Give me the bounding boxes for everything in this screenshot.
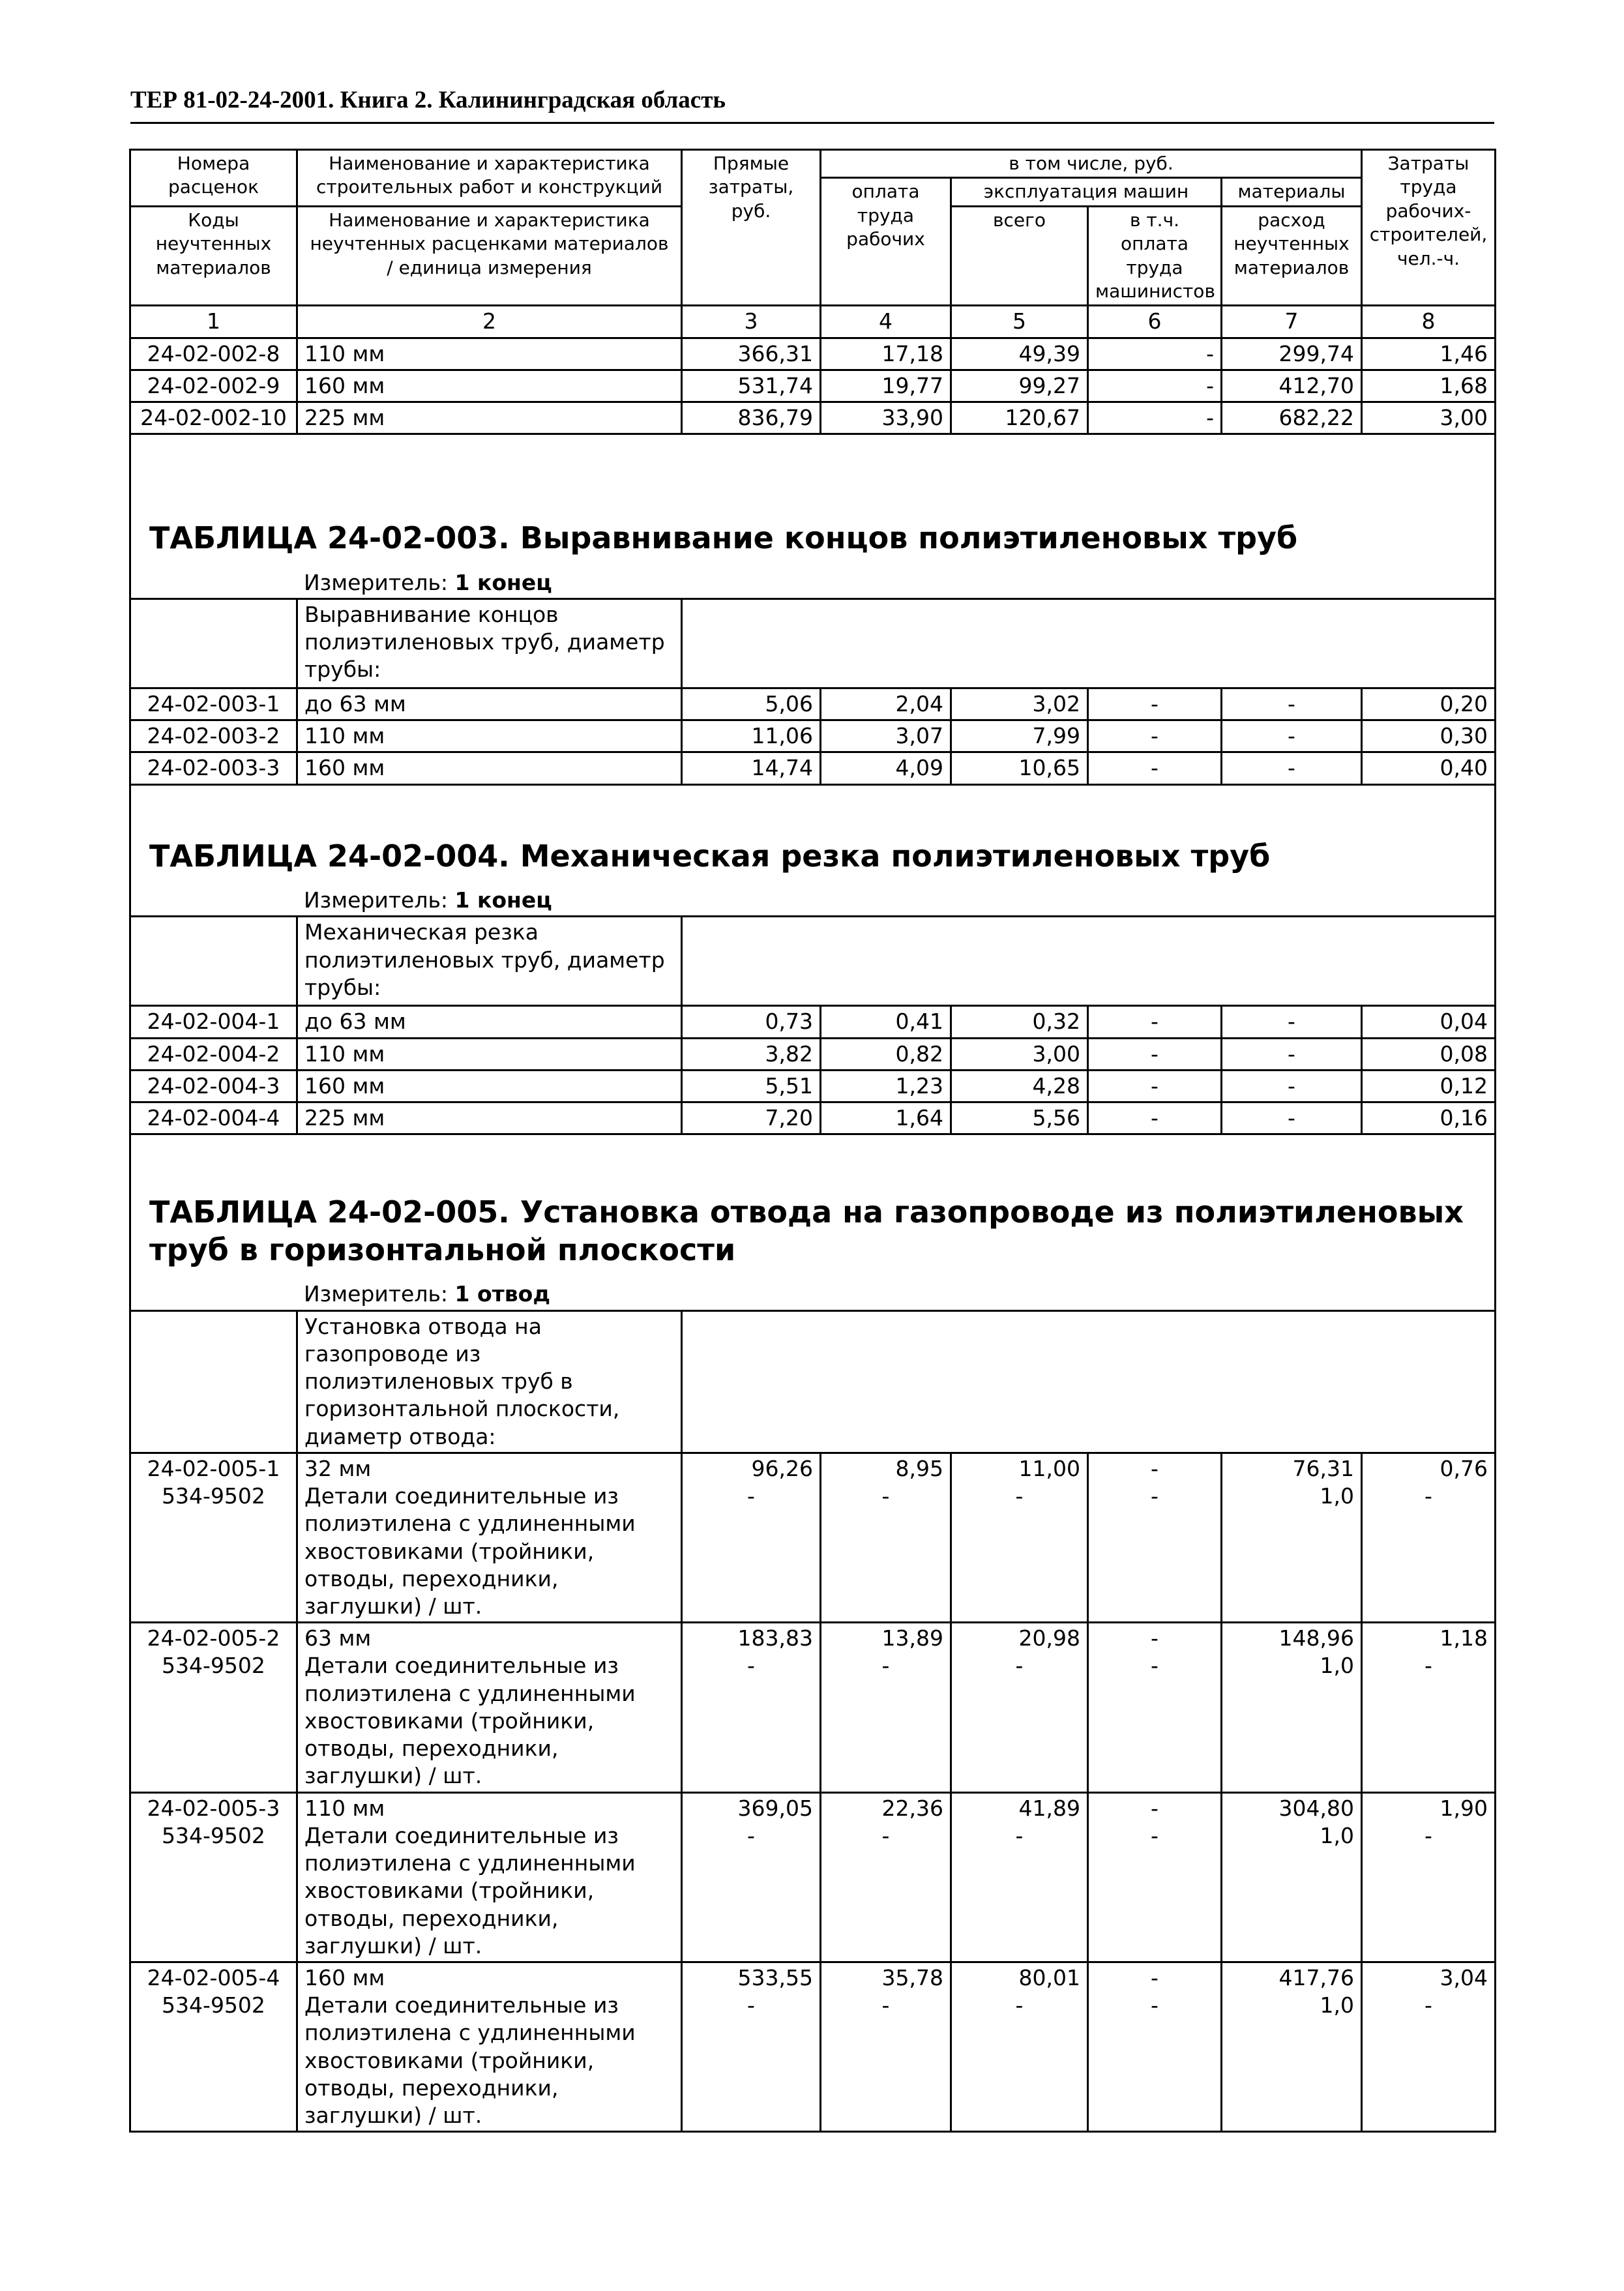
- meter-label: Измеритель:: [304, 1281, 449, 1307]
- rate-name: 110 мм: [297, 338, 682, 370]
- direct-cost: 7,20: [682, 1102, 821, 1134]
- machines-total: 7,99: [951, 720, 1088, 752]
- materials: 299,74: [1222, 338, 1362, 370]
- meter-value: 1 конец: [454, 569, 552, 595]
- wages: 19,77: [821, 370, 951, 402]
- material-consumption: 1,0: [1320, 1483, 1354, 1509]
- table-row: [130, 1006, 1496, 1038]
- col-direct-costs: Прямые затраты, руб.: [682, 150, 821, 306]
- table-row: [130, 1038, 1496, 1070]
- direct-cost: 14,74: [682, 752, 821, 784]
- machinist-wages: -: [1088, 1102, 1222, 1134]
- direct-cost: 11,06: [682, 720, 821, 752]
- table-row: [130, 720, 1496, 752]
- material-direct: -: [747, 1822, 755, 1848]
- section-t005: [130, 1134, 1496, 1310]
- machinist-wages: -: [1088, 1070, 1222, 1102]
- rate-code: 24-02-003-3: [130, 752, 297, 784]
- rate-name: 225 мм: [297, 402, 682, 434]
- material-name: Детали соединительные из полиэтилена с удлиненными хвостовиками (тройники, отводы, переходники, заглушки) / шт.: [304, 1992, 636, 2129]
- col-machinist-wages: в т.ч. оплата труда машинистов: [1088, 206, 1222, 306]
- wages: 17,18: [821, 338, 951, 370]
- rate-name: 32 мм: [304, 1455, 372, 1481]
- direct-cost: 3,82: [682, 1038, 821, 1070]
- material-direct: -: [747, 1992, 755, 2018]
- labor: 3,04: [1439, 1965, 1488, 1991]
- col-labor: Затраты труда рабочих-строителей, чел.-ч.: [1362, 150, 1496, 306]
- rate-code-block: [130, 1623, 297, 1792]
- machines-total: 49,39: [951, 338, 1088, 370]
- material-wages: -: [881, 1992, 890, 2018]
- rates-table: [129, 149, 1496, 2133]
- section-t003: [130, 434, 1496, 599]
- rate-code: 24-02-005-4: [147, 1965, 280, 1991]
- rate-code: 24-02-005-1: [147, 1455, 280, 1481]
- labor: 1,18: [1439, 1625, 1488, 1651]
- rate-name-block: [297, 1962, 682, 2132]
- machines-total: 120,67: [951, 402, 1088, 434]
- materials: 412,70: [1222, 370, 1362, 402]
- table-row: [130, 752, 1496, 784]
- material-machinist: -: [1151, 1822, 1159, 1848]
- material-name: Детали соединительные из полиэтилена с удлиненными хвостовиками (тройники, отводы, переходники, заглушки) / шт.: [304, 1483, 636, 1619]
- rate-code: 24-02-005-3: [147, 1795, 280, 1821]
- machines-total: 0,32: [951, 1006, 1088, 1038]
- materials: 76,31: [1292, 1455, 1354, 1481]
- rate-code: 24-02-004-1: [130, 1006, 297, 1038]
- rate-name-block: [297, 1792, 682, 1962]
- machinist-wages: -: [1088, 370, 1222, 402]
- wages: 1,23: [821, 1070, 951, 1102]
- machinist-wages: -: [1088, 1006, 1222, 1038]
- rate-name: до 63 мм: [297, 688, 682, 720]
- materials: 148,96: [1278, 1625, 1354, 1651]
- section-intro: Механическая резка полиэтиленовых труб, диаметр трубы:: [297, 917, 682, 1006]
- section-meter: [131, 1280, 1494, 1308]
- rate-name: 110 мм: [297, 1038, 682, 1070]
- machinist-wages: -: [1088, 720, 1222, 752]
- meter-value: 1 конец: [454, 887, 552, 913]
- material-direct: -: [747, 1483, 755, 1509]
- material-machines: -: [1015, 1992, 1024, 2018]
- wages: 22,36: [881, 1795, 943, 1821]
- material-machines: -: [1015, 1653, 1024, 1679]
- section-title: ТАБЛИЦА 24-02-003. Выравнивание концов полиэтиленовых труб: [149, 520, 1298, 556]
- rate-code: 24-02-003-1: [130, 688, 297, 720]
- table-row: [130, 1962, 1496, 2132]
- wages: 35,78: [881, 1965, 943, 1991]
- rate-name: 160 мм: [297, 752, 682, 784]
- materials: -: [1222, 1070, 1362, 1102]
- machinist-wages: -: [1088, 1038, 1222, 1070]
- material-name: Детали соединительные из полиэтилена с удлиненными хвостовиками (тройники, отводы, переходники, заглушки) / шт.: [304, 1822, 636, 1958]
- column-numbers-row: [130, 306, 1496, 338]
- labor: 0,76: [1439, 1455, 1488, 1481]
- table-row: [130, 1792, 1496, 1962]
- wages: 0,82: [821, 1038, 951, 1070]
- material-labor: -: [1425, 1822, 1432, 1848]
- wages: 33,90: [821, 402, 951, 434]
- labor: 0,04: [1362, 1006, 1496, 1038]
- labor: 0,30: [1362, 720, 1496, 752]
- materials: 682,22: [1222, 402, 1362, 434]
- rate-name: 225 мм: [297, 1102, 682, 1134]
- direct-cost: 183,83: [737, 1625, 813, 1651]
- machines-total: 3,00: [951, 1038, 1088, 1070]
- material-machinist: -: [1151, 1653, 1159, 1679]
- col-materials: материалы: [1222, 178, 1362, 206]
- table-row: [130, 1623, 1496, 1792]
- labor: 0,08: [1362, 1038, 1496, 1070]
- machinist-wages: -: [1151, 1625, 1159, 1651]
- rate-code-block: [130, 1962, 297, 2132]
- machines-total: 80,01: [1018, 1965, 1080, 1991]
- rate-code: 24-02-004-2: [130, 1038, 297, 1070]
- col-including: в том числе, руб.: [821, 150, 1362, 178]
- col-wages: оплата труда рабочих: [821, 178, 951, 306]
- rate-name: 160 мм: [297, 1070, 682, 1102]
- machines-total: 11,00: [1018, 1455, 1080, 1481]
- machines-total: 10,65: [951, 752, 1088, 784]
- wages: 4,09: [821, 752, 951, 784]
- direct-cost: 5,06: [682, 688, 821, 720]
- direct-cost: 0,73: [682, 1006, 821, 1038]
- machinist-wages: -: [1088, 688, 1222, 720]
- col-number: 5: [951, 306, 1088, 338]
- rate-name: до 63 мм: [297, 1006, 682, 1038]
- direct-cost: 531,74: [682, 370, 821, 402]
- col-machines-total: всего: [951, 206, 1088, 306]
- rate-name: 110 мм: [304, 1795, 385, 1821]
- section-t004: [130, 784, 1496, 917]
- rate-name: 110 мм: [297, 720, 682, 752]
- machinist-wages: -: [1088, 338, 1222, 370]
- direct-cost: 836,79: [682, 402, 821, 434]
- rate-name: 160 мм: [297, 370, 682, 402]
- wages: 13,89: [881, 1625, 943, 1651]
- labor: 0,20: [1362, 688, 1496, 720]
- materials: -: [1222, 1006, 1362, 1038]
- material-code: 534-9502: [162, 1653, 265, 1679]
- labor: 1,68: [1362, 370, 1496, 402]
- section-intro-row: [130, 917, 1496, 1006]
- machinist-wages: -: [1151, 1455, 1159, 1481]
- material-direct: -: [747, 1653, 755, 1679]
- direct-cost: 533,55: [737, 1965, 813, 1991]
- materials: -: [1222, 720, 1362, 752]
- rate-name-block: [297, 1623, 682, 1792]
- material-machines: -: [1015, 1483, 1024, 1509]
- rate-code: 24-02-002-9: [130, 370, 297, 402]
- material-name: Детали соединительные из полиэтилена с удлиненными хвостовиками (тройники, отводы, переходники, заглушки) / шт.: [304, 1653, 636, 1789]
- rate-code-block: [130, 1453, 297, 1622]
- materials: -: [1222, 688, 1362, 720]
- labor: 0,16: [1362, 1102, 1496, 1134]
- machinist-wages: -: [1151, 1795, 1159, 1821]
- labor: 0,12: [1362, 1070, 1496, 1102]
- table-row: [130, 1453, 1496, 1622]
- section-intro-row: [130, 599, 1496, 688]
- material-consumption: 1,0: [1320, 1822, 1354, 1848]
- wages: 2,04: [821, 688, 951, 720]
- section-meter: [131, 569, 1494, 597]
- machines-total: 4,28: [951, 1070, 1088, 1102]
- section-title: ТАБЛИЦА 24-02-004. Механическая резка полиэтиленовых труб: [149, 838, 1271, 874]
- col-number: 2: [297, 306, 682, 338]
- material-wages: -: [881, 1483, 890, 1509]
- labor: 3,00: [1362, 402, 1496, 434]
- labor: 0,40: [1362, 752, 1496, 784]
- material-labor: -: [1425, 1653, 1432, 1679]
- col-rate-numbers: Номера расценок: [130, 150, 297, 207]
- machines-total: 3,02: [951, 688, 1088, 720]
- rate-code: 24-02-005-2: [147, 1625, 280, 1651]
- material-consumption: 1,0: [1320, 1653, 1354, 1679]
- col-number: 3: [682, 306, 821, 338]
- col-number: 4: [821, 306, 951, 338]
- wages: 0,41: [821, 1006, 951, 1038]
- machines-total: 20,98: [1018, 1625, 1080, 1651]
- table-row: [130, 338, 1496, 370]
- section-title: ТАБЛИЦА 24-02-005. Установка отвода на газопроводе из полиэтиленовых труб в горизонтальной плоскости: [149, 1194, 1464, 1267]
- rate-code: 24-02-004-3: [130, 1070, 297, 1102]
- meter-value: 1 отвод: [454, 1281, 550, 1307]
- section-intro-row: [130, 1310, 1496, 1453]
- section-intro: Выравнивание концов полиэтиленовых труб, диаметр трубы:: [297, 599, 682, 688]
- wages: 8,95: [895, 1455, 943, 1481]
- rate-name: 160 мм: [304, 1965, 385, 1991]
- section-intro: Установка отвода на газопроводе из полиэтиленовых труб в горизонтальной плоскости, диаметр отвода:: [297, 1310, 682, 1453]
- table-row: [130, 402, 1496, 434]
- machinist-wages: -: [1088, 402, 1222, 434]
- materials: 304,80: [1278, 1795, 1354, 1821]
- material-code: 534-9502: [162, 1483, 265, 1509]
- wages: 1,64: [821, 1102, 951, 1134]
- table-row: [130, 688, 1496, 720]
- machines-total: 99,27: [951, 370, 1088, 402]
- material-wages: -: [881, 1653, 890, 1679]
- material-machines: -: [1015, 1822, 1024, 1848]
- table-row: [130, 1070, 1496, 1102]
- col-number: 7: [1222, 306, 1362, 338]
- rate-code: 24-02-004-4: [130, 1102, 297, 1134]
- direct-cost: 96,26: [751, 1455, 813, 1481]
- col-number: 6: [1088, 306, 1222, 338]
- meter-label: Измеритель:: [304, 569, 449, 595]
- col-name-work: Наименование и характеристика строительных работ и конструкций: [297, 150, 682, 207]
- col-materials-sub: расход неучтенных материалов: [1222, 206, 1362, 306]
- machinist-wages: -: [1151, 1965, 1159, 1991]
- material-consumption: 1,0: [1320, 1992, 1354, 2018]
- col-number: 1: [130, 306, 297, 338]
- material-code: 534-9502: [162, 1822, 265, 1848]
- machines-total: 41,89: [1018, 1795, 1080, 1821]
- material-machinist: -: [1151, 1483, 1159, 1509]
- material-machinist: -: [1151, 1992, 1159, 2018]
- rate-code: 24-02-003-2: [130, 720, 297, 752]
- materials: 417,76: [1278, 1965, 1354, 1991]
- col-number: 8: [1362, 306, 1496, 338]
- rate-code: 24-02-002-10: [130, 402, 297, 434]
- material-labor: -: [1425, 1483, 1432, 1509]
- rate-name: 63 мм: [304, 1625, 372, 1651]
- material-code: 534-9502: [162, 1992, 265, 2018]
- meter-label: Измеритель:: [304, 887, 449, 913]
- rate-code: 24-02-002-8: [130, 338, 297, 370]
- table-row: [130, 370, 1496, 402]
- material-labor: -: [1425, 1992, 1432, 2018]
- rate-name-block: [297, 1453, 682, 1622]
- table-row: [130, 1102, 1496, 1134]
- col-name-material: Наименование и характеристика неучтенных расценками материалов / единица измерения: [297, 206, 682, 306]
- machines-total: 5,56: [951, 1102, 1088, 1134]
- section-meter: [131, 887, 1494, 914]
- machinist-wages: -: [1088, 752, 1222, 784]
- material-wages: -: [881, 1822, 890, 1848]
- labor: 1,46: [1362, 338, 1496, 370]
- materials: -: [1222, 752, 1362, 784]
- materials: -: [1222, 1038, 1362, 1070]
- page-header: ТЕР 81-02-24-2001. Книга 2. Калининградская область: [130, 86, 1494, 124]
- materials: -: [1222, 1102, 1362, 1134]
- direct-cost: 366,31: [682, 338, 821, 370]
- wages: 3,07: [821, 720, 951, 752]
- labor: 1,90: [1439, 1795, 1488, 1821]
- col-codes: Коды неучтенных материалов: [130, 206, 297, 306]
- direct-cost: 369,05: [737, 1795, 813, 1821]
- rate-code-block: [130, 1792, 297, 1962]
- direct-cost: 5,51: [682, 1070, 821, 1102]
- col-machines: эксплуатация машин: [951, 178, 1222, 206]
